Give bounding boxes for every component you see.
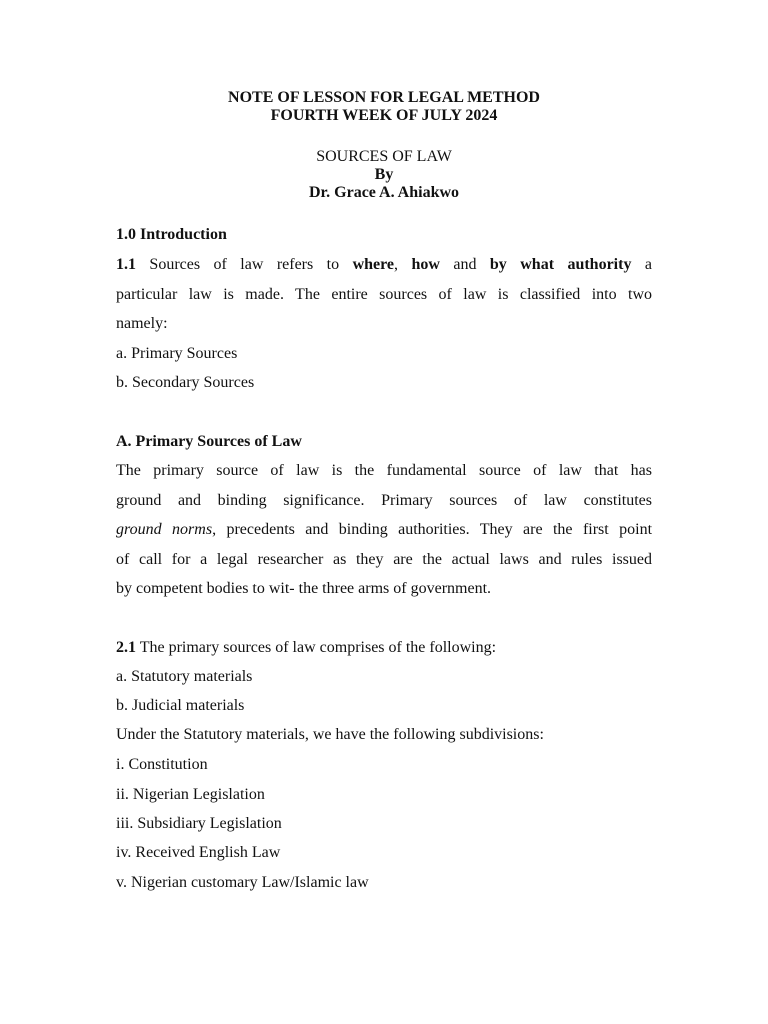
intro-paragraph-line-3: namely: [116, 315, 168, 332]
primary-heading: A. Primary Sources of Law [116, 433, 302, 450]
intro-bold-where: where [352, 256, 395, 273]
primary-line-3-rest: , precedents and binding authorities. They are the first point [212, 521, 653, 538]
primary-italic-ground-norms: ground norms [116, 521, 213, 538]
intro-paragraph-line-1 [116, 255, 652, 275]
subdivision-item: iii. Subsidiary Legislation [116, 815, 282, 832]
primary-line-1: The primary source of law is the fundamental source of law that has [116, 462, 652, 479]
subdivision-item: v. Nigerian customary Law/Islamic law [116, 874, 369, 891]
document-title [116, 89, 652, 125]
topic-heading: SOURCES OF LAW [316, 148, 452, 165]
intro-text-3: and [439, 256, 490, 273]
section-2-1-number: 2.1 [116, 639, 136, 656]
intro-text-4: a [631, 256, 653, 273]
subdivisions-intro: Under the Statutory materials, we have the following subdivisions: [116, 726, 544, 743]
title-line-2: FOURTH WEEK OF JULY 2024 [270, 107, 498, 124]
subdivision-item: i. Constitution [116, 756, 208, 773]
intro-paragraph-number: 1.1 [116, 256, 136, 273]
primary-line-5: by competent bodies to wit- the three arms of government. [116, 580, 492, 597]
primary-line-2: ground and binding significance. Primary sources of law constitutes [116, 492, 652, 509]
intro-bold-authority: by what authority [489, 256, 632, 273]
intro-list-item-a: a. Primary Sources [116, 345, 238, 362]
section-2-1-item-b: b. Judicial materials [116, 697, 245, 714]
section-2-1-text: The primary sources of law comprises of the following: [136, 639, 497, 656]
topic-block [116, 148, 652, 202]
section-2-1-intro [116, 638, 652, 658]
intro-heading: 1.0 Introduction [116, 226, 227, 243]
intro-text-1: Sources of law refers to [136, 256, 353, 273]
subdivision-item: iv. Received English Law [116, 844, 281, 861]
intro-bold-how: how [411, 256, 440, 273]
by-line: By [374, 166, 394, 183]
author-name: Dr. Grace A. Ahiakwo [308, 184, 460, 201]
intro-text-2: , [394, 256, 412, 273]
intro-paragraph-line-2: particular law is made. The entire sources of law is classified into two [116, 286, 652, 303]
section-2-1-item-a: a. Statutory materials [116, 668, 253, 685]
primary-line-4: of call for a legal researcher as they are the actual laws and rules issued [116, 551, 652, 568]
intro-list-item-b: b. Secondary Sources [116, 374, 255, 391]
title-line-1: NOTE OF LESSON FOR LEGAL METHOD [228, 89, 540, 106]
subdivision-item: ii. Nigerian Legislation [116, 786, 265, 803]
primary-line-3 [116, 520, 652, 540]
